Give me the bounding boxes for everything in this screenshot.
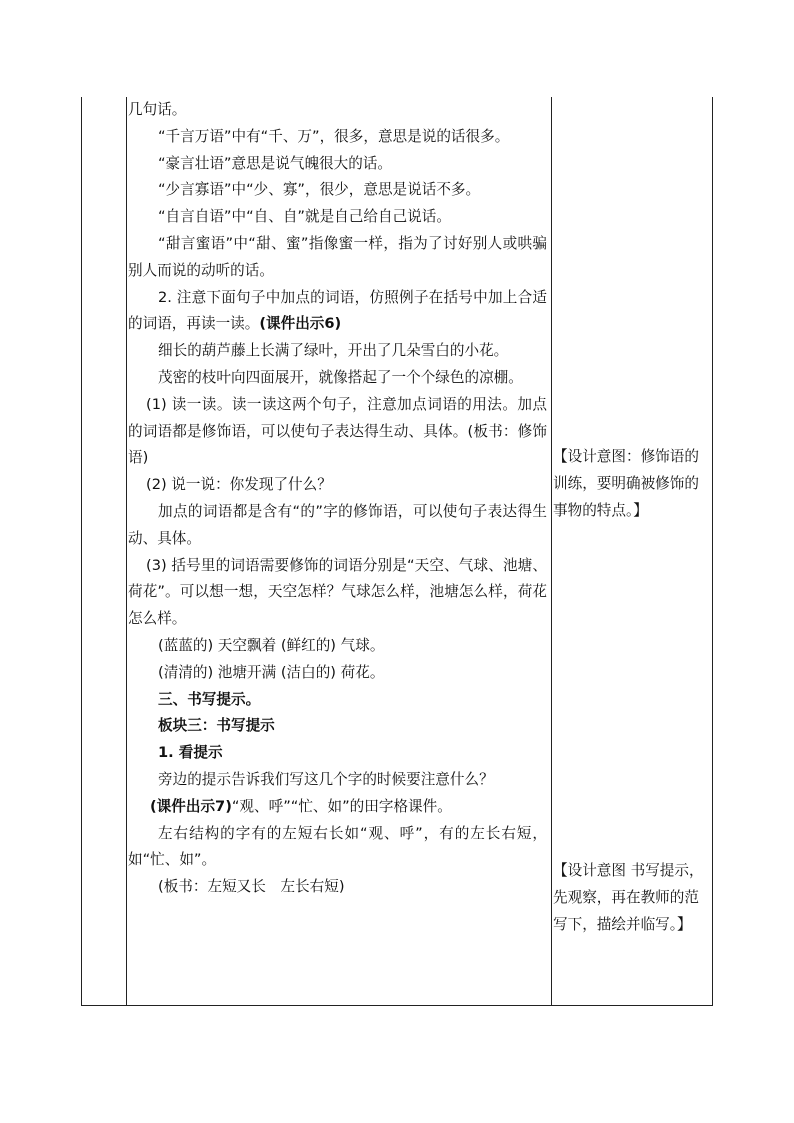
paragraph: 加点的词语都是含有“的”字的修饰语，可以使句子表达得生动、具体。 bbox=[128, 502, 547, 547]
table-border-inner bbox=[126, 97, 127, 1006]
table-border-bottom bbox=[81, 1005, 713, 1006]
paragraph: “自言自语”中“自、自”就是自己给自己说话。 bbox=[158, 208, 451, 226]
paragraph: “少言寡语”中“少、寡”，很少，意思是说话不多。 bbox=[158, 181, 481, 199]
example-sentence: (蓝蓝的) 天空飘着 (鲜红的) 气球。 bbox=[158, 636, 385, 654]
courseware-desc: “观、呼”“忙、如”的田字格课件。 bbox=[231, 797, 452, 815]
paragraph: 几句话。 bbox=[128, 101, 187, 118]
table-border-inner bbox=[551, 97, 552, 1006]
section-heading: 三、书写提示。 bbox=[158, 690, 261, 708]
paragraph: (3) 括号里的词语需要修饰的词语分别是“天空、气球、池塘、荷花”。可以想一想，天空怎样？气球怎么样，池塘怎么样，荷花怎么样。 bbox=[128, 556, 547, 628]
table-border-left bbox=[81, 97, 82, 1006]
board-note: (板书：左短又长 左长右短) bbox=[158, 878, 345, 896]
paragraph: (1) 读一读。读一读这两个句子，注意加点词语的用法。加点的词语都是修饰语，可以使句子表达得生动、具体。(板书：修饰语) bbox=[128, 395, 547, 467]
sub-heading: 1. 看提示 bbox=[158, 744, 223, 762]
design-intent-note: 【设计意图 书写提示，先观察，再在教师的范写下，描绘并临写。】 bbox=[553, 862, 704, 933]
example-sentence: 细长的葫芦藤上长满了绿叶，开出了几朵雪白的小花。 bbox=[158, 342, 509, 360]
paragraph: “甜言蜜语”中“甜、蜜”指像蜜一样，指为了讨好别人或哄骗别人而说的动听的话。 bbox=[128, 234, 547, 279]
paragraph: (2) 说一说：你发现了什么？ bbox=[146, 476, 332, 494]
section-heading: 板块三：书写提示 bbox=[158, 717, 275, 735]
instruction-text: 2. 注意下面句子中加点的词语，仿照例子在括号中加上合适的词语，再读一读。 bbox=[128, 288, 547, 333]
example-sentence: 茂密的枝叶向四面展开，就像搭起了一个个绿色的凉棚。 bbox=[158, 368, 523, 386]
paragraph: “千言万语”中有“千、万”，很多，意思是说的话很多。 bbox=[158, 127, 510, 145]
paragraph: 左右结构的字有的左短右长如“观、呼”，有的左长右短，如“忙、如”。 bbox=[128, 824, 547, 869]
example-sentence: (清清的) 池塘开满 (洁白的) 荷花。 bbox=[158, 663, 385, 681]
courseware-ref: (课件出示7) bbox=[150, 797, 232, 815]
paragraph bbox=[128, 794, 547, 821]
table-border-right bbox=[712, 97, 713, 1006]
paragraph: 旁边的提示告诉我们写这几个字的时候要注意什么？ bbox=[158, 770, 494, 788]
lesson-content-cell bbox=[128, 97, 547, 901]
paragraph bbox=[128, 285, 547, 339]
paragraph: “豪言壮语”意思是说气魄很大的话。 bbox=[158, 154, 393, 172]
design-intent-note: 【设计意图：修饰语的训练，要明确被修饰的事物的特点。】 bbox=[553, 448, 699, 519]
courseware-ref: (课件出示6) bbox=[259, 315, 342, 333]
